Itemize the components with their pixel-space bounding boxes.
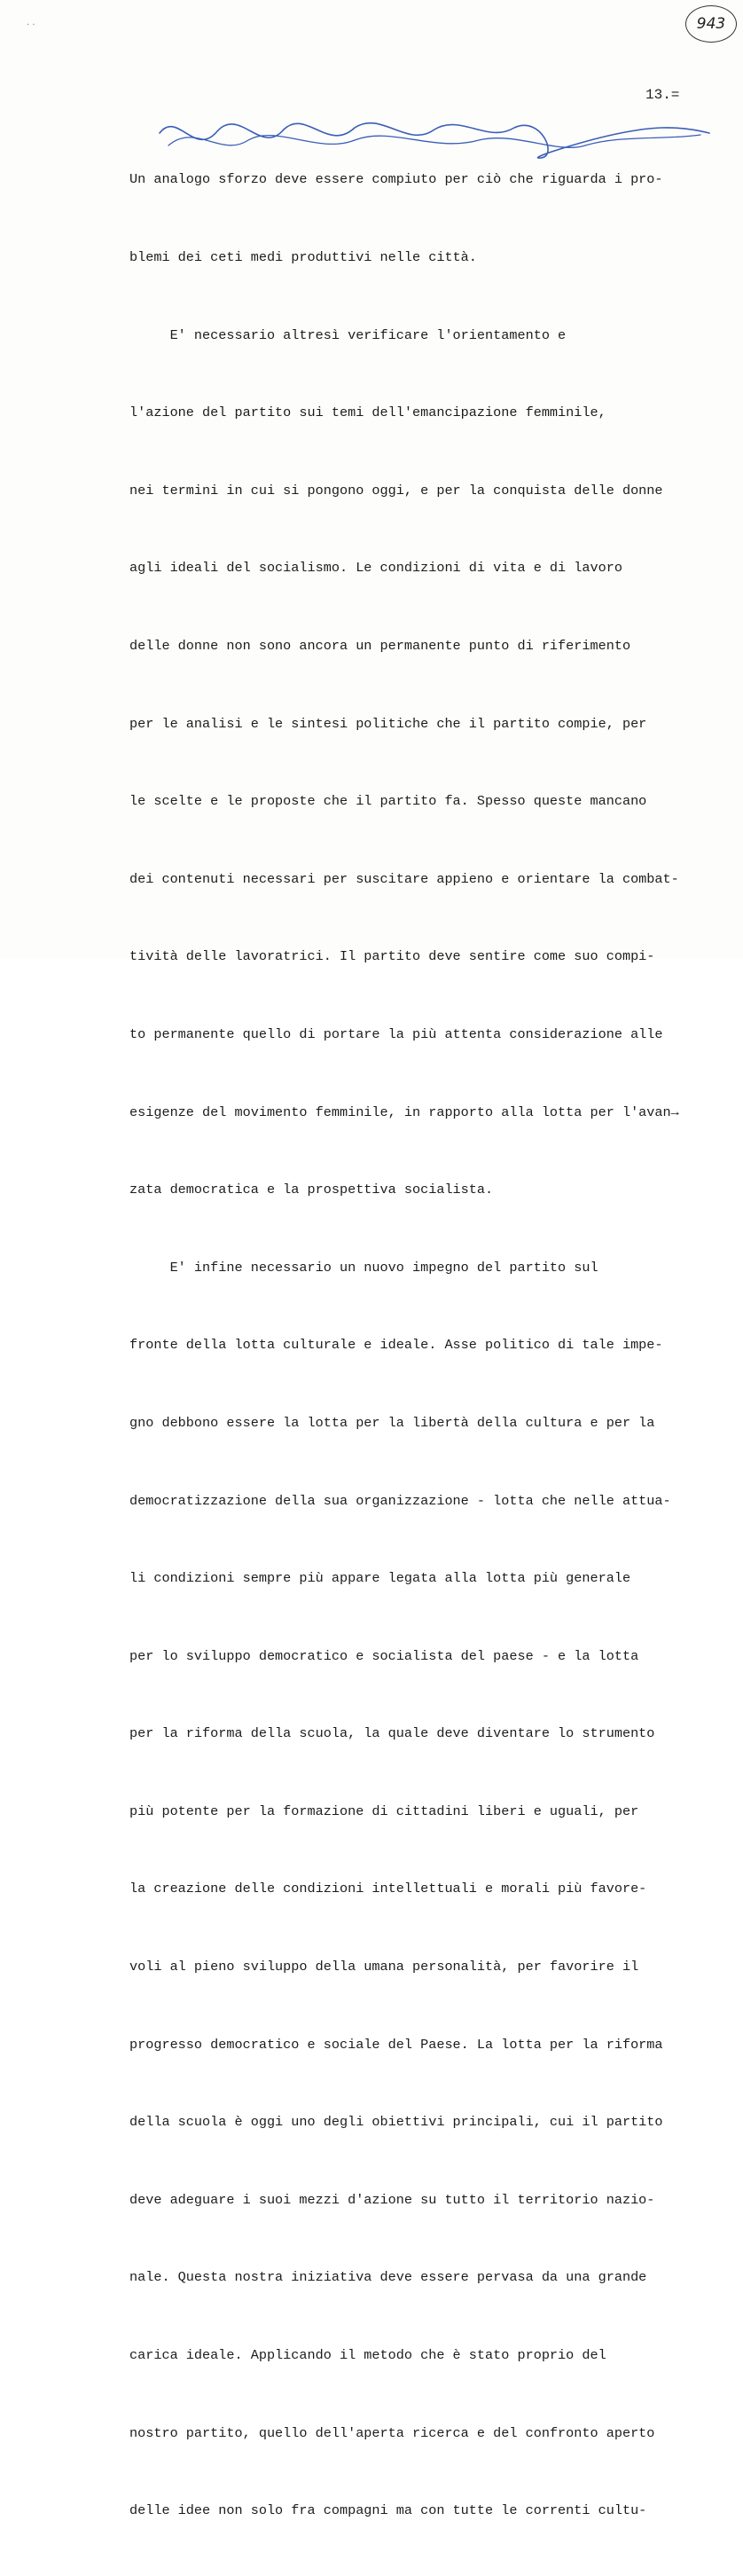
text-line: agli ideali del socialismo. Le condizioni di vita e di lavoro [129, 560, 622, 577]
text-line: fronte della lotta culturale e ideale. Asse politico di tale impe- [129, 1337, 663, 1354]
text-line: carica ideale. Applicando il metodo che è stato proprio del [129, 2347, 606, 2364]
text-line: dei contenuti necessari per suscitare appieno e orientare la combat- [129, 870, 679, 887]
text-line: tività delle lavoratrici. Il partito deve sentire come suo compi- [129, 948, 655, 965]
text-line: democratizzazione della sua organizzazione - lotta che nelle attua- [129, 1492, 671, 1509]
text-line: nale. Questa nostra iniziativa deve essere pervasa da una grande [129, 2269, 647, 2286]
typewritten-body [129, 115, 741, 2576]
text-line: nei termini in cui si pongono oggi, e per la conquista delle donne [129, 482, 663, 499]
text-line: della scuola è oggi uno degli obiettivi principali, cui il partito [129, 2114, 663, 2131]
text-line: per le analisi e le sintesi politiche che il partito compie, per [129, 715, 647, 732]
archive-number-stamp: 943 [685, 5, 737, 43]
text-line: nostro partito, quello dell'aperta ricerca e del confronto aperto [129, 2424, 655, 2441]
text-line: le scelte e le proposte che il partito fa. Spesso queste mancano [129, 793, 647, 810]
text-line: E' infine necessario un nuovo impegno del partito sul [129, 1259, 598, 1276]
text-line: deve adeguare i suoi mezzi d'azione su tutto il territorio nazio- [129, 2191, 655, 2208]
text-line: progresso democratico e sociale del Paese. La lotta per la riforma [129, 2036, 663, 2053]
text-line: per lo sviluppo democratico e socialista del paese - e la lotta [129, 1647, 639, 1664]
text-line: per la riforma della scuola, la quale deve diventare lo strumento [129, 1725, 655, 1742]
text-line: l'azione del partito sui temi dell'emancipazione femminile, [129, 404, 606, 421]
text-line: E' necessario altresì verificare l'orientamento e [129, 326, 567, 343]
text-line: più potente per la formazione di cittadini liberi e uguali, per [129, 1802, 639, 1819]
text-line: delle donne non sono ancora un permanente punto di riferimento [129, 637, 631, 654]
text-line: zata democratica e la prospettiva socialista. [129, 1182, 494, 1198]
text-line: Un analogo sforzo deve essere compiuto per ciò che riguarda i pro- [129, 171, 663, 188]
text-line: li condizioni sempre più appare legata alla lotta più generale [129, 1570, 631, 1587]
text-line: delle idee non solo fra compagni ma con tutte le correnti cultu- [129, 2502, 647, 2519]
text-line: gno debbono essere la lotta per la libertà della cultura e per la [129, 1414, 655, 1431]
text-line: blemi dei ceti medi produttivi nelle città. [129, 249, 477, 265]
page-number: 13.= [645, 87, 680, 103]
margin-marks: · · [27, 20, 35, 30]
text-line: to permanente quello di portare la più attenta considerazione alle [129, 1025, 663, 1042]
text-line: esigenze del movimento femminile, in rapporto alla lotta per l'avan→ [129, 1103, 679, 1120]
text-line: voli al pieno sviluppo della umana personalità, per favorire il [129, 1959, 639, 1975]
text-line: la creazione delle condizioni intellettuali e morali più favore- [129, 1881, 647, 1897]
